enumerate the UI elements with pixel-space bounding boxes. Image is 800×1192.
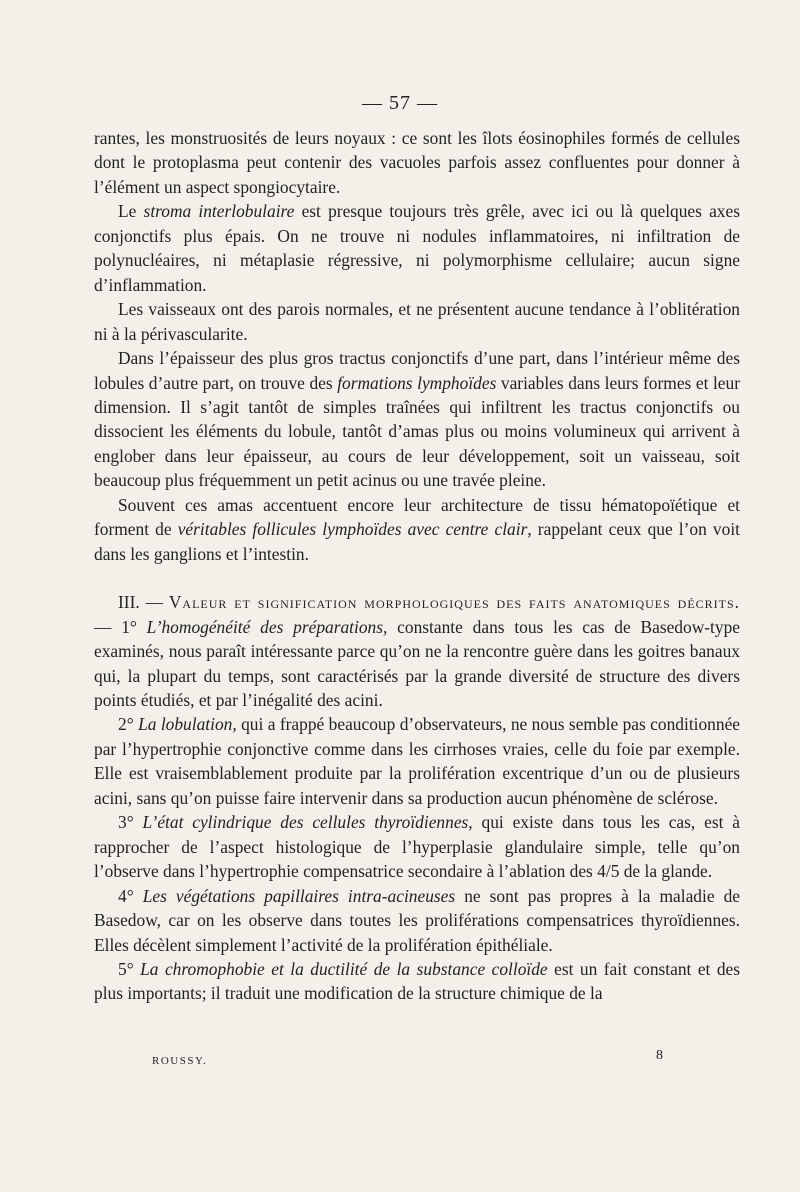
paragraph-cylindrique: [94, 810, 740, 883]
text-run: , rappelant ceux que l’on voit dans les ganglions et l’intestin.: [94, 519, 740, 564]
paragraph-vegetations: [94, 884, 740, 957]
text-run: 2°: [118, 714, 139, 735]
text-run: Dans l’épaisseur des plus gros tractus conjonctifs d’une part, dans l’intérieur même des lobules d’autre part, on trouve des: [94, 348, 740, 393]
text-run: — 1°: [94, 616, 147, 637]
text-run: ne sont pas propres à la maladie de Basedow, car on les observe dans toutes les proliférations compensatrices thyroïdiennes. Elles décèlent simplement l’activité de la prolifération épithéliale.: [94, 885, 741, 955]
text-run: Souvent ces amas accentuent encore leur architecture de tissu hématopoïétique et forment de: [94, 494, 740, 540]
text-run: 4°: [118, 885, 143, 906]
text-run: 5°: [118, 958, 141, 979]
paragraph-chromophobie: [94, 957, 740, 1006]
author-footer: ROUSSY.: [152, 1055, 208, 1067]
emphasis: véritables follicules lymphoïdes avec centre clair: [177, 519, 528, 540]
emphasis: L’homogénéité des préparations,: [146, 616, 388, 637]
emphasis: La chromophobie et la ductilité de la substance colloïde: [140, 958, 548, 979]
text-run: variables dans leurs formes et leur dimension. Il s’agit tantôt de simples traînées qui infiltrent les tractus conjonctifs ou dissocient les éléments du lobule, tantôt d’amas plus ou moins volumineux qui arrivent à englober dans leur épaisseur, au cours de leur développement, soit un vaisseau, soit beaucoup plus fréquemment un petit acinus ou une travée pleine.: [94, 372, 741, 491]
text-run: Le: [118, 201, 144, 222]
paragraph-formations: [94, 346, 740, 493]
paragraph-stroma: [94, 199, 740, 297]
emphasis: Les végétations papillaires intra-acineuses: [142, 885, 456, 906]
emphasis: L’état cylindrique des cellules thyroïdiennes,: [142, 812, 473, 833]
text-run: 3°: [118, 812, 143, 833]
section-number: III. —: [118, 592, 169, 613]
text-run: est un fait constant et des plus importants; il traduit une modification de la structure chimique de la: [94, 958, 741, 1004]
text-run: est presque toujours très grêle, avec ici ou là quelques axes conjonctifs plus épais. On ne trouve ni nodules inflammatoires, ni infiltration de polynucléaires, ni métaplasie régressive, ni polymorphisme cellulaire; aucun signe d’inflammation.: [94, 201, 740, 295]
paragraph-lobulation: [94, 712, 740, 810]
emphasis: formations lymphoïdes: [337, 372, 497, 393]
body-text: [94, 126, 740, 1006]
paragraph-vaisseaux: Les vaisseaux ont des parois normales, et ne présentent aucune tendance à l’oblitération ni à la périvascularite.: [94, 299, 740, 344]
paragraph-1: rantes, les monstruosités de leurs noyaux : ce sont les îlots éosinophiles formés de cellules dont le protoplasma peut contenir des vacuoles parfois assez confluentes pour donner à l’élément un aspect spongiocytaire.: [94, 128, 740, 197]
paragraph-follicules: [94, 493, 740, 566]
text-run: constante dans tous les cas de Basedow-type examinés, nous paraît intéressante parce qu’on ne la rencontre guère dans les goitres banaux qui, la plupart du temps, sont caractérisés par la grande diversité de structure des divers points étudiés, et par l’inégalité des acini.: [94, 616, 740, 710]
emphasis: stroma interlobulaire: [143, 201, 295, 222]
section-title: Valeur et signification morphologiques des faits anatomiques décrits.: [168, 592, 741, 613]
page-number: — 57 —: [362, 92, 438, 114]
emphasis: La lobulation,: [138, 714, 237, 735]
section-iii: [94, 590, 740, 712]
signature-mark: 8: [656, 1048, 663, 1063]
text-run: qui a frappé beaucoup d’observateurs, ne nous semble pas conditionnée par l’hypertrophie conjonctive comme dans les cirrhoses vraies, celle du foie par exemple. Elle est vraisemblablement produite par la prolifération excentrique d’un ou de plusieurs acini, sans qu’on puisse faire intervenir dans sa production aucun phénomène de sclérose.: [94, 714, 741, 808]
text-run: qui existe dans tous les cas, est à rapprocher de l’aspect histologique de l’hyperplasie glandulaire simple, telle qu’on l’observe dans l’hypertrophie compensatrice secondaire à l’ablation des 4/5 de la glande.: [94, 812, 740, 882]
